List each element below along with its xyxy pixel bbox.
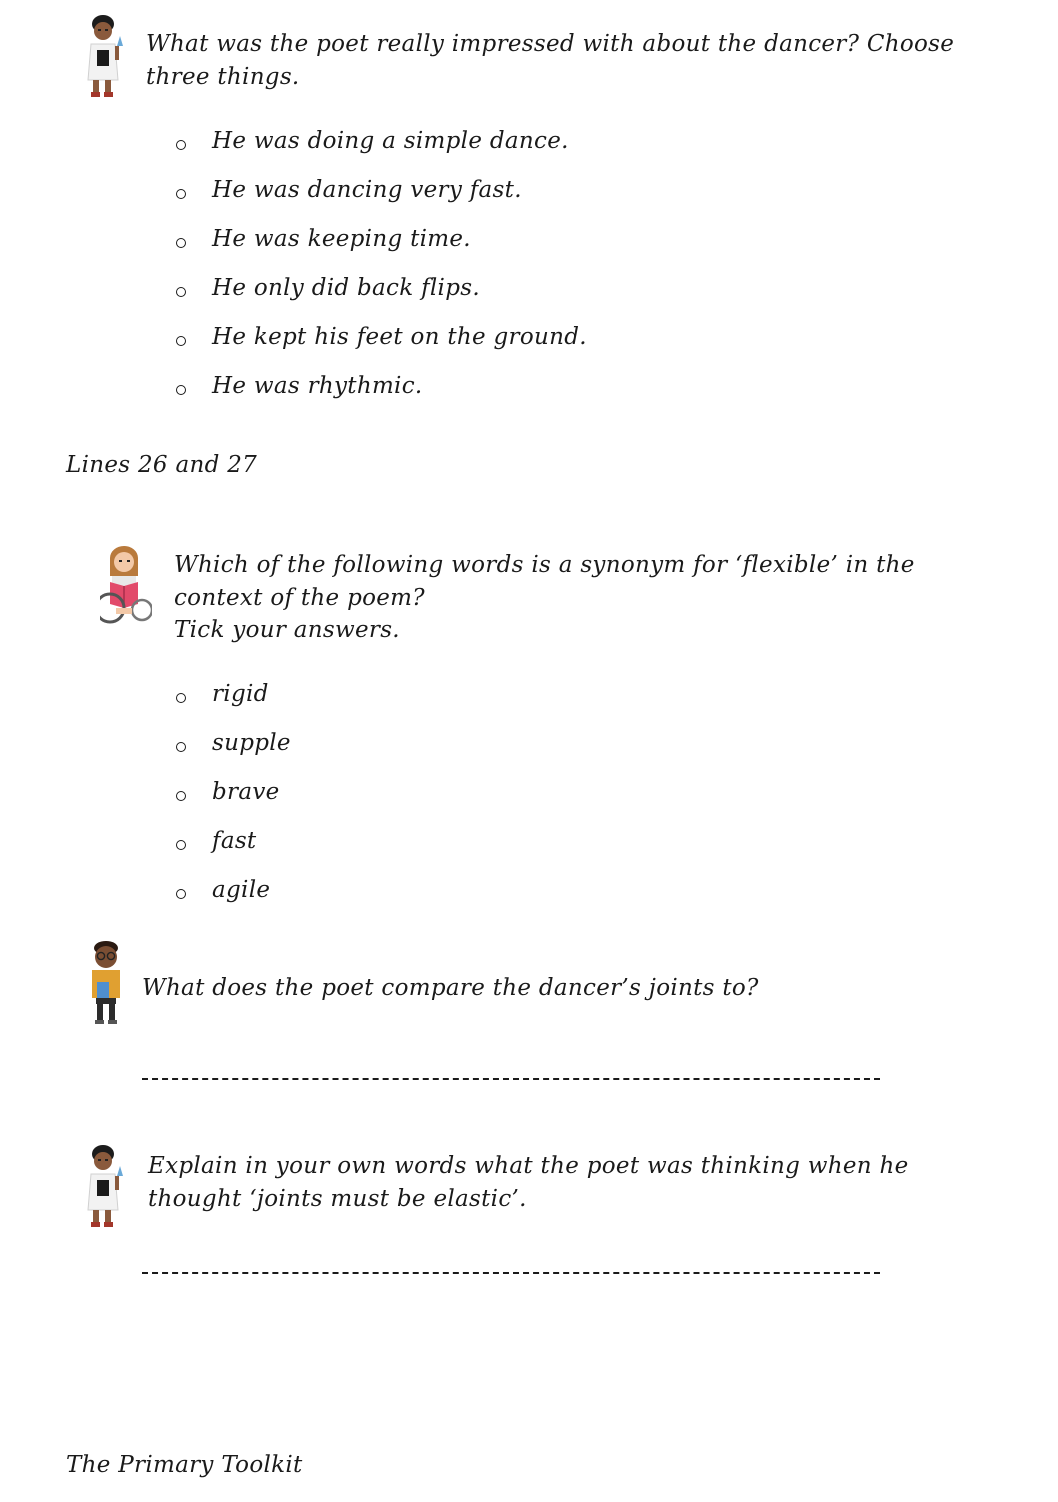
option-item[interactable]	[176, 128, 587, 177]
option-item[interactable]	[176, 275, 587, 324]
option-item[interactable]	[176, 324, 587, 373]
option-label: He only did back flips.	[212, 275, 480, 301]
reader-wheelchair-icon	[100, 544, 152, 626]
option-label: He was doing a simple dance.	[212, 128, 569, 154]
option-label: rigid	[212, 681, 269, 707]
option-label: He was dancing very fast.	[212, 177, 522, 203]
question-4-text: Explain in your own words what the poet was thinking when he thought ‘joints must be elastic’.	[148, 1153, 909, 1212]
footer-brand: The Primary Toolkit	[66, 1452, 303, 1478]
option-label: He was rhythmic.	[212, 373, 423, 399]
option-label: brave	[212, 779, 280, 805]
radio-circle-icon[interactable]	[176, 385, 186, 395]
question-2-instruction: Tick your answers.	[174, 617, 400, 643]
scientist-girl-icon	[84, 14, 132, 100]
question-3-text: What does the poet compare the dancer’s joints to?	[142, 975, 759, 1001]
option-label: He was keeping time.	[212, 226, 471, 252]
section-heading: Lines 26 and 27	[66, 452, 258, 478]
option-label: supple	[212, 730, 291, 756]
radio-circle-icon[interactable]	[176, 791, 186, 801]
option-item[interactable]	[176, 226, 587, 275]
answer-line-question-3[interactable]	[142, 1078, 880, 1080]
answer-line-question-4[interactable]	[142, 1272, 880, 1274]
radio-circle-icon[interactable]	[176, 336, 186, 346]
question-1-text: What was the poet really impressed with about the dancer? Choose three things.	[146, 31, 955, 90]
option-item[interactable]	[176, 877, 291, 926]
option-item[interactable]	[176, 730, 291, 779]
option-item[interactable]	[176, 779, 291, 828]
option-item[interactable]	[176, 828, 291, 877]
option-label: agile	[212, 877, 271, 903]
boy-calculator-icon	[86, 940, 126, 1028]
radio-circle-icon[interactable]	[176, 889, 186, 899]
radio-circle-icon[interactable]	[176, 840, 186, 850]
radio-circle-icon[interactable]	[176, 693, 186, 703]
question-2-options	[176, 681, 291, 926]
option-label: fast	[212, 828, 257, 854]
radio-circle-icon[interactable]	[176, 189, 186, 199]
option-item[interactable]	[176, 177, 587, 226]
radio-circle-icon[interactable]	[176, 287, 186, 297]
radio-circle-icon[interactable]	[176, 238, 186, 248]
question-2-text: Which of the following words is a synonym for ‘flexible’ in the context of the poem?	[174, 552, 915, 611]
scientist-girl-icon	[84, 1144, 132, 1230]
question-1-options	[176, 128, 587, 422]
option-item[interactable]	[176, 681, 291, 730]
option-label: He kept his feet on the ground.	[212, 324, 587, 350]
radio-circle-icon[interactable]	[176, 140, 186, 150]
radio-circle-icon[interactable]	[176, 742, 186, 752]
option-item[interactable]	[176, 373, 587, 422]
